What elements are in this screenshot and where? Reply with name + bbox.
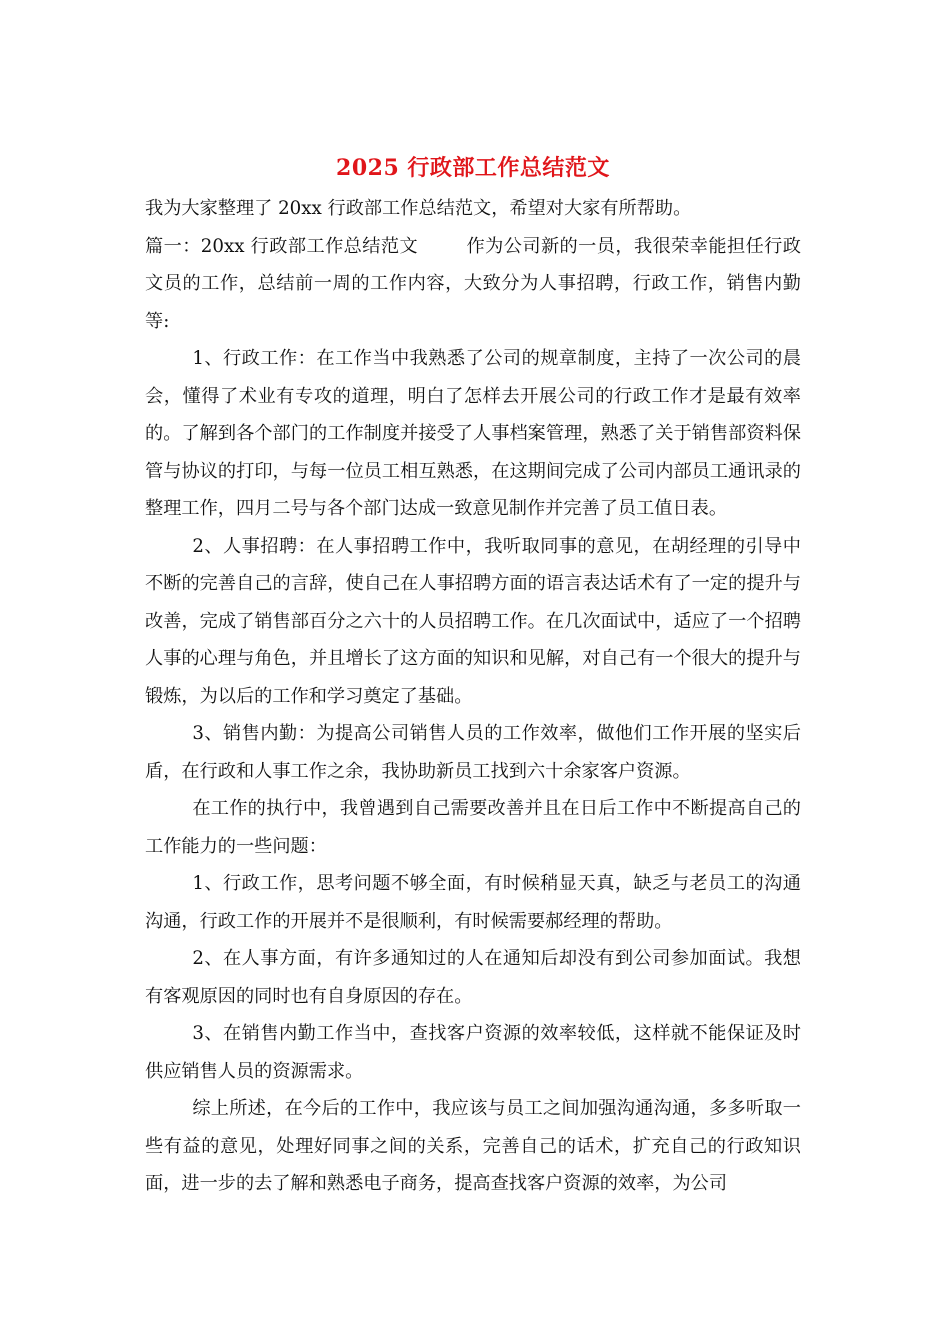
body-paragraph-problem-3: 3、在销售内勤工作当中，查找客户资源的效率较低，这样就不能保证及时供应销售人员的资源需求。 — [145, 1023, 801, 1082]
body-paragraph-conclusion: 综上所述，在今后的工作中，我应该与员工之间加强沟通沟通，多多听取一些有益的意见，处理好同事之间的关系，完善自己的话术，扩充自己的行政知识面，进一步的去了解和熟悉电子商务，提高查找客户资源的效率，为公司 — [145, 1098, 801, 1194]
intro-paragraph: 我为大家整理了 20xx 行政部工作总结范文，希望对大家有所帮助。 — [145, 198, 692, 219]
section-label: 篇一：20xx 行政部工作总结范文 — [145, 235, 419, 257]
document-title: 2025 行政部工作总结范文 — [336, 155, 610, 181]
document-page — [145, 150, 801, 1203]
body-paragraph-sales-support: 3、销售内勤：为提高公司销售人员的工作效率，做他们工作开展的坚实后盾，在行政和人事工作之余，我协助新员工找到六十余家客户资源。 — [145, 723, 801, 782]
body-paragraph-problems-intro: 在工作的执行中，我曾遇到自己需要改善并且在日后工作中不断提高自己的工作能力的一些问题： — [145, 798, 801, 857]
section-lead: 作为公司新的一员，我很荣幸能担任行政文员的工作，总结前一周的工作内容，大致分为人事招聘，行政工作，销售内勤等: — [145, 235, 801, 332]
body-paragraph-problem-1: 1、行政工作，思考问题不够全面，有时候稍显天真，缺乏与老员工的沟通沟通，行政工作的开展并不是很顺利，有时候需要郝经理的帮助。 — [145, 873, 801, 932]
body-paragraph-problem-2: 2、在人事方面，有许多通知过的人在通知后却没有到公司参加面试。我想有客观原因的同时也有自身原因的存在。 — [145, 948, 801, 1007]
section-paragraph — [145, 228, 801, 341]
body-paragraph-admin: 1、行政工作：在工作当中我熟悉了公司的规章制度，主持了一次公司的晨会，懂得了术业有专攻的道理，明白了怎样去开展公司的行政工作才是最有效率的。了解到各个部门的工作制度并接受了人事档案管理，熟悉了关于销售部资料保管与协议的打印，与每一位员工相互熟悉，在这期间完成了公司内部员工通讯录的整理工作，四月二号与各个部门达成一致意见制作并完善了员工值日表。 — [145, 348, 801, 519]
body-paragraph-recruitment: 2、人事招聘：在人事招聘工作中，我听取同事的意见，在胡经理的引导中不断的完善自己的言辞，使自己在人事招聘方面的语言表达话术有了一定的提升与改善，完成了销售部百分之六十的人员招聘工作。在几次面试中，适应了一个招聘人事的心理与角色，并且增长了这方面的知识和见解，对自己有一个很大的提升与锻炼，为以后的工作和学习奠定了基础。 — [145, 535, 801, 707]
